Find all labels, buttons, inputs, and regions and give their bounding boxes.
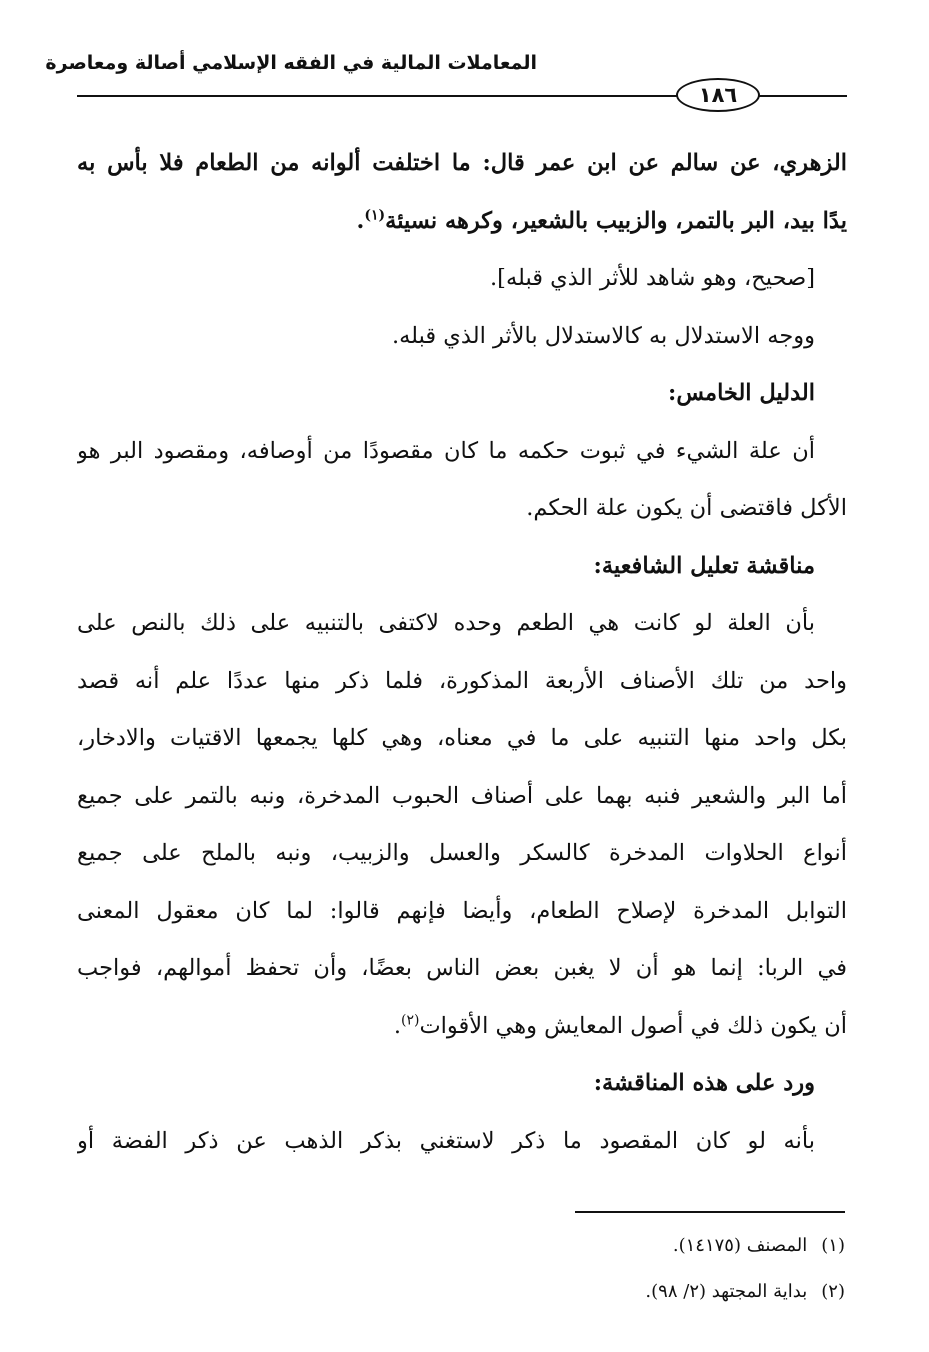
running-title: المعاملات المالية في الفقه الإسلامي أصالة ومعاصرة	[45, 52, 537, 74]
text-line-content: يدًا بيد، البر بالتمر، والزبيب بالشعير، وكرهه نسيئة	[385, 207, 847, 234]
footnote-rule	[575, 1211, 845, 1213]
main-text	[77, 135, 847, 1170]
footnotes	[345, 1226, 845, 1318]
section-heading: مناقشة تعليل الشافعية:	[593, 552, 815, 579]
footnote-mark: (١)	[821, 1235, 845, 1256]
footnote-reference: (١)	[364, 207, 386, 223]
footnote-mark: (٢)	[821, 1281, 845, 1302]
text-line: في الربا: إنما هو أن لا يغبن بعض الناس بعضًا، وأن تحفظ أموالهم، فواجب	[77, 955, 847, 981]
footnote-text: المصنف (١٤١٧٥).	[672, 1235, 808, 1256]
text-line: أما البر والشعير فنبه بهما على أصناف الحبوب المدخرة، ونبه بالتمر على جميع	[77, 782, 847, 809]
text-line	[77, 193, 847, 251]
page-number: ١٨٦	[676, 78, 760, 112]
line-end-mark: .	[356, 207, 365, 234]
text-line: التوابل المدخرة لإصلاح الطعام، وأيضا فإنهم قالوا: لما كان معقول المعنى	[77, 897, 847, 924]
text-line: بكل واحد منها التنبيه على ما في معناه، وهي كلها يجمعها الاقتيات والادخار،	[77, 725, 847, 751]
footnote-text: بداية المجتهد (٢/ ٩٨).	[645, 1281, 808, 1302]
text-line: أنواع الحلاوات المدخرة كالسكر والعسل والزبيب، ونبه بالملح على جميع	[77, 840, 847, 866]
text-line	[77, 998, 847, 1056]
section-heading: ورد على هذه المناقشة:	[593, 1070, 815, 1096]
text-line: أن علة الشيء في ثبوت حكمه ما كان مقصودًا من أوصافه، ومقصود البر هو	[77, 437, 815, 464]
line-end-mark: .	[393, 1012, 402, 1039]
text-line: الأكل فاقتضى أن يكون علة الحكم.	[526, 495, 847, 521]
footnote-item	[345, 1226, 845, 1272]
section-heading: الدليل الخامس:	[668, 380, 815, 406]
footnote-reference: (٢)	[401, 1012, 420, 1028]
text-line: ووجه الاستدلال به كالاستدلال بالأثر الذي قبله.	[391, 322, 815, 349]
text-line: الزهري، عن سالم عن ابن عمر قال: ما اختلفت ألوانه من الطعام فلا بأس به	[77, 150, 847, 176]
text-line: [صحيح، وهو شاهد للأثر الذي قبله].	[490, 265, 815, 291]
footnote-item	[345, 1272, 845, 1318]
text-line-content: أن يكون ذلك في أصول المعايش وهي الأقوات	[419, 1012, 847, 1039]
text-line: بأنه لو كان المقصود ما ذكر لاستغني بذكر الذهب عن ذكر الفضة أو	[77, 1127, 815, 1154]
text-line: بأن العلة لو كانت هي الطعم وحده لاكتفى بالتنبيه على ذلك بالنص على	[77, 610, 815, 636]
text-line: واحد من تلك الأصناف الأربعة المذكورة، فلما ذكر منها عددًا علم أنه قصد	[77, 667, 847, 694]
